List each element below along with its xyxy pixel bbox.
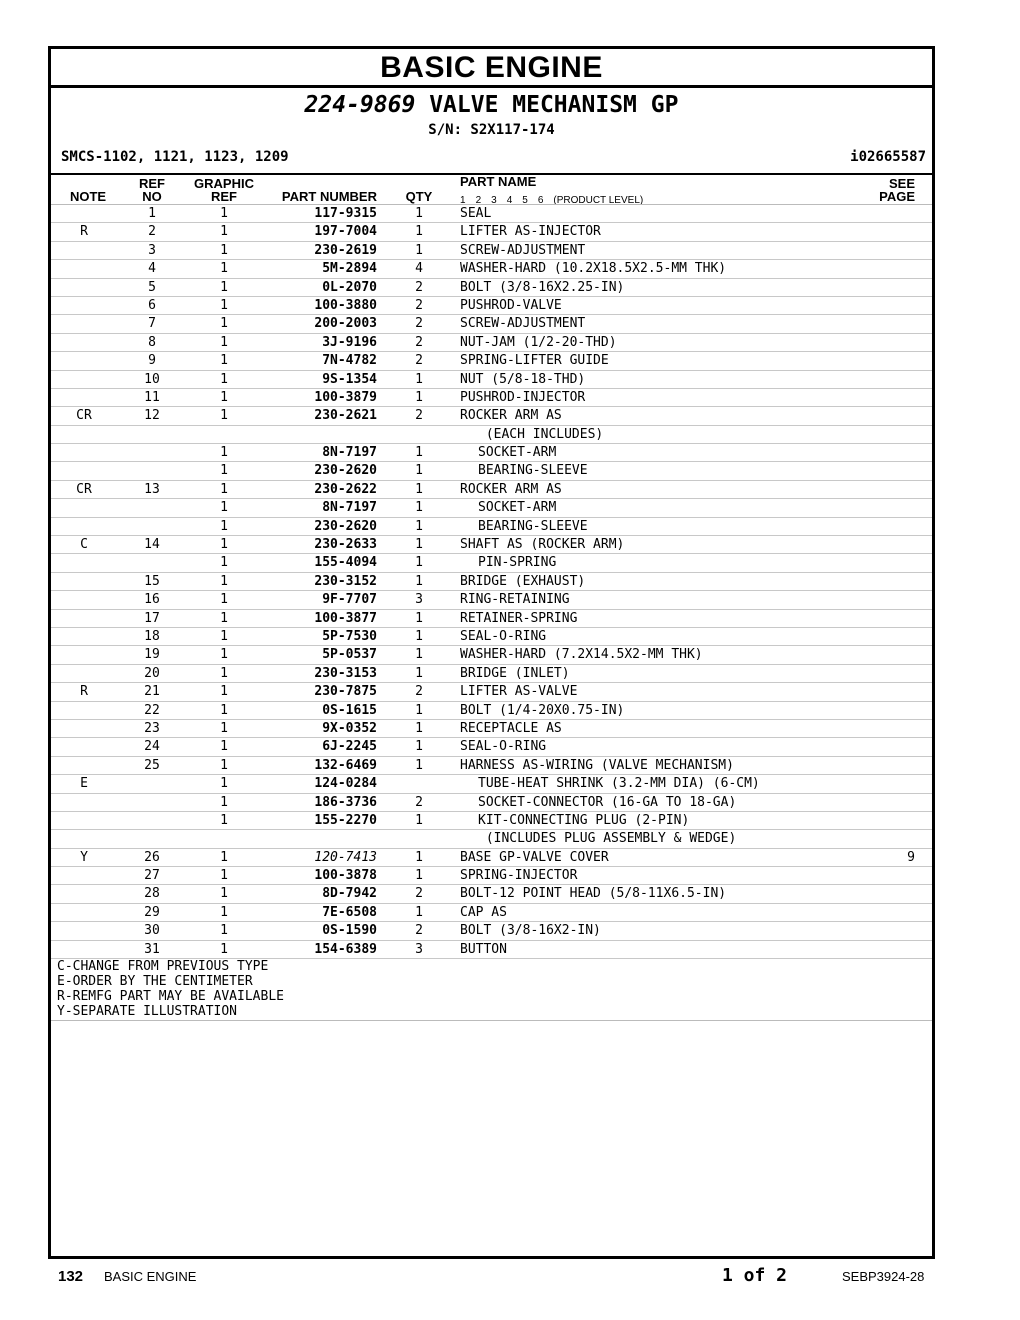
table-row xyxy=(51,794,932,812)
graphic-ref-cell: 1 xyxy=(220,794,228,810)
graphic-ref-cell: 1 xyxy=(220,353,228,369)
part-name-cell: SPRING-INJECTOR xyxy=(460,868,578,884)
graphic-ref-cell: 1 xyxy=(220,757,228,773)
part-name-cell: NUT-JAM (1/2-20-THD) xyxy=(460,334,617,350)
part-name-cell: BOLT (1/4-20X0.75-IN) xyxy=(460,702,625,718)
part-number-cell: 100-3877 xyxy=(314,610,377,626)
qty-cell: 1 xyxy=(415,757,423,773)
part-number-cell: 100-3878 xyxy=(314,868,377,884)
ref-no-cell: 19 xyxy=(144,647,160,663)
group-number: 224-9869 xyxy=(304,92,416,118)
graphic-ref-cell: 1 xyxy=(220,812,228,828)
qty-cell: 3 xyxy=(415,592,423,608)
part-number-cell: 8N-7197 xyxy=(322,500,377,516)
part-number-cell: 186-3736 xyxy=(314,794,377,810)
qty-cell: 1 xyxy=(415,739,423,755)
col-see-bottom: PAGE xyxy=(879,189,915,204)
table-row xyxy=(51,481,932,499)
part-name-cell: PIN-SPRING xyxy=(478,555,557,571)
part-number-cell: 9S-1354 xyxy=(322,371,377,387)
qty-cell: 1 xyxy=(415,500,423,516)
ref-no-cell: 1 xyxy=(148,206,156,221)
graphic-ref-cell: 1 xyxy=(220,647,228,663)
table-row xyxy=(51,646,932,664)
table-row xyxy=(51,628,932,646)
graphic-ref-cell: 1 xyxy=(220,371,228,387)
graphic-ref-cell: 1 xyxy=(220,941,228,957)
qty-cell: 3 xyxy=(415,941,423,957)
ref-no-cell: 24 xyxy=(144,739,160,755)
ref-no-cell: 6 xyxy=(148,297,156,313)
ref-no-cell: 20 xyxy=(144,665,160,681)
part-name-cell: RING-RETAINING xyxy=(460,592,570,608)
table-row xyxy=(51,444,932,462)
table-row xyxy=(51,242,932,260)
table-row xyxy=(51,352,932,370)
table-row xyxy=(51,334,932,352)
part-name-cell: SEAL xyxy=(460,206,492,221)
footer-doc-number: SEBP3924-28 xyxy=(842,1269,925,1284)
qty-cell: 1 xyxy=(415,812,423,828)
page-frame xyxy=(48,46,935,1259)
table-row xyxy=(51,223,932,241)
ref-no-cell: 22 xyxy=(144,702,160,718)
part-name-cell: ROCKER ARM AS xyxy=(460,481,562,497)
qty-cell: 1 xyxy=(415,720,423,736)
graphic-ref-cell: 1 xyxy=(220,776,228,792)
ref-no-cell: 23 xyxy=(144,720,160,736)
part-name-cell: LIFTER AS-VALVE xyxy=(460,684,578,700)
table-row xyxy=(51,720,932,738)
note-cell: CR xyxy=(76,408,92,424)
part-name-cell: BOLT (3/8-16X2-IN) xyxy=(460,923,601,939)
ref-no-cell: 13 xyxy=(144,481,160,497)
table-row xyxy=(51,775,932,793)
table-row xyxy=(51,904,932,922)
part-name-cell: RECEPTACLE AS xyxy=(460,720,562,736)
table-row xyxy=(51,279,932,297)
part-name-cell: KIT-CONNECTING PLUG (2-PIN) xyxy=(478,812,690,828)
graphic-ref-cell: 1 xyxy=(220,279,228,295)
part-name-cell: BRIDGE (INLET) xyxy=(460,665,570,681)
note-cell: C xyxy=(80,537,88,553)
part-number-cell: 155-4094 xyxy=(314,555,377,571)
graphic-ref-cell: 1 xyxy=(220,628,228,644)
title-bar xyxy=(51,49,932,88)
col-graphic-bottom: REF xyxy=(211,189,237,204)
part-number-cell: 230-2620 xyxy=(314,518,377,534)
table-row xyxy=(51,536,932,554)
part-number-cell: 230-2622 xyxy=(314,481,377,497)
part-name-cell: TUBE-HEAT SHRINK (3.2-MM DIA) (6-CM) xyxy=(478,776,760,792)
note-cell: E xyxy=(80,776,88,792)
part-number-cell: 230-2619 xyxy=(314,242,377,258)
qty-cell: 1 xyxy=(415,573,423,589)
ref-no-cell: 31 xyxy=(144,941,160,957)
parts-table xyxy=(51,205,932,959)
level-1: 1 xyxy=(460,195,466,206)
qty-cell: 1 xyxy=(415,628,423,644)
footer-page-number: 132 xyxy=(58,1268,84,1285)
table-row xyxy=(51,812,932,830)
qty-cell: 2 xyxy=(415,684,423,700)
part-name-cell: SOCKET-ARM xyxy=(478,445,557,461)
table-row xyxy=(51,941,932,959)
col-graphic-top: GRAPHIC xyxy=(194,176,254,191)
part-number-cell: 0S-1615 xyxy=(322,702,377,718)
qty-cell: 2 xyxy=(415,408,423,424)
ref-no-cell: 18 xyxy=(144,628,160,644)
ref-no-cell: 28 xyxy=(144,886,160,902)
part-number-cell: 8D-7942 xyxy=(322,886,377,902)
part-name-cell: RETAINER-SPRING xyxy=(460,610,578,626)
part-name-cell: BRIDGE (EXHAUST) xyxy=(460,573,586,589)
table-row xyxy=(51,830,932,848)
table-row xyxy=(51,518,932,536)
footer-section: BASIC ENGINE xyxy=(104,1269,197,1284)
part-name-cell: WASHER-HARD (10.2X18.5X2.5-MM THK) xyxy=(460,261,727,277)
part-name-cell: BEARING-SLEEVE xyxy=(478,518,588,534)
part-number-cell: 230-7875 xyxy=(314,684,377,700)
graphic-ref-cell: 1 xyxy=(220,389,228,405)
part-name-cell: (EACH INCLUDES) xyxy=(478,426,604,442)
ref-no-cell: 9 xyxy=(148,353,156,369)
table-row xyxy=(51,591,932,609)
part-number-cell: 100-3880 xyxy=(314,297,377,313)
ref-no-cell: 14 xyxy=(144,537,160,553)
part-name-cell: SPRING-LIFTER GUIDE xyxy=(460,353,609,369)
qty-cell: 2 xyxy=(415,316,423,332)
qty-cell: 1 xyxy=(415,537,423,553)
graphic-ref-cell: 1 xyxy=(220,481,228,497)
col-qty: QTY xyxy=(405,189,433,204)
table-row xyxy=(51,683,932,701)
qty-cell: 1 xyxy=(415,665,423,681)
part-number-cell: 5P-0537 xyxy=(322,647,377,663)
group-name: VALVE MECHANISM GP xyxy=(429,92,679,118)
table-row xyxy=(51,205,932,223)
qty-cell: 1 xyxy=(415,610,423,626)
table-row xyxy=(51,922,932,940)
smcs-codes: SMCS-1102, 1121, 1123, 1209 xyxy=(61,149,289,165)
graphic-ref-cell: 1 xyxy=(220,537,228,553)
part-name-cell: LIFTER AS-INJECTOR xyxy=(460,224,601,240)
graphic-ref-cell: 1 xyxy=(220,868,228,884)
col-part-number: PART NUMBER xyxy=(281,189,377,204)
table-row xyxy=(51,702,932,720)
part-name-cell: SEAL-O-RING xyxy=(460,739,547,755)
part-number-cell: 230-2621 xyxy=(314,408,377,424)
ref-no-cell: 10 xyxy=(144,371,160,387)
graphic-ref-cell: 1 xyxy=(220,720,228,736)
note-cell: Y xyxy=(80,849,88,865)
ref-no-cell: 16 xyxy=(144,592,160,608)
part-name-cell: BUTTON xyxy=(460,941,507,957)
graphic-ref-cell: 1 xyxy=(220,408,228,424)
illustration-id: i02665587 xyxy=(850,149,926,165)
part-number-cell: 5M-2894 xyxy=(322,261,377,277)
table-row xyxy=(51,885,932,903)
table-row xyxy=(51,573,932,591)
note-c: C-CHANGE FROM PREVIOUS TYPE xyxy=(57,959,269,974)
graphic-ref-cell: 1 xyxy=(220,206,228,221)
graphic-ref-cell: 1 xyxy=(220,702,228,718)
qty-cell: 1 xyxy=(415,647,423,663)
qty-cell: 1 xyxy=(415,206,423,221)
qty-cell: 2 xyxy=(415,334,423,350)
graphic-ref-cell: 1 xyxy=(220,242,228,258)
table-row xyxy=(51,665,932,683)
part-number-cell: 155-2270 xyxy=(314,812,377,828)
qty-cell: 2 xyxy=(415,923,423,939)
part-name-cell: SEAL-O-RING xyxy=(460,628,547,644)
ref-no-cell: 11 xyxy=(144,389,160,405)
ref-no-cell: 27 xyxy=(144,868,160,884)
qty-cell: 1 xyxy=(415,445,423,461)
part-number-cell: 132-6469 xyxy=(314,757,377,773)
note-cell: R xyxy=(80,684,88,700)
graphic-ref-cell: 1 xyxy=(220,261,228,277)
part-number-cell: 124-0284 xyxy=(314,776,377,792)
note-e: E-ORDER BY THE CENTIMETER xyxy=(57,974,253,989)
col-part-name: PART NAME xyxy=(460,174,537,189)
level-6: 6 xyxy=(537,195,544,206)
graphic-ref-cell: 1 xyxy=(220,224,228,240)
note-y: Y-SEPARATE ILLUSTRATION xyxy=(57,1004,238,1019)
col-note: NOTE xyxy=(69,189,107,204)
qty-cell: 1 xyxy=(415,463,423,479)
note-cell: CR xyxy=(76,481,92,497)
table-row xyxy=(51,315,932,333)
part-number-cell: 230-2620 xyxy=(314,463,377,479)
table-row xyxy=(51,499,932,517)
part-name-cell: BOLT (3/8-16X2.25-IN) xyxy=(460,279,625,295)
part-name-cell: HARNESS AS-WIRING (VALVE MECHANISM) xyxy=(460,757,734,773)
graphic-ref-cell: 1 xyxy=(220,886,228,902)
table-row xyxy=(51,462,932,480)
table-row xyxy=(51,867,932,885)
part-name-cell: PUSHROD-INJECTOR xyxy=(460,389,586,405)
part-number-cell: 230-3153 xyxy=(314,665,377,681)
ref-no-cell: 3 xyxy=(148,242,156,258)
part-name-cell: BASE GP-VALVE COVER xyxy=(460,849,609,865)
ref-no-cell: 8 xyxy=(148,334,156,350)
notes-legend xyxy=(57,959,284,1019)
graphic-ref-cell: 1 xyxy=(220,500,228,516)
table-row xyxy=(51,849,932,867)
part-number-cell: 3J-9196 xyxy=(322,334,377,350)
qty-cell: 1 xyxy=(415,904,423,920)
note-cell: R xyxy=(80,224,88,240)
qty-cell: 1 xyxy=(415,518,423,534)
part-name-cell: PUSHROD-VALVE xyxy=(460,297,562,313)
footer-page-of: 1 of 2 xyxy=(722,1265,788,1286)
ref-no-cell: 17 xyxy=(144,610,160,626)
part-number-cell: 0S-1590 xyxy=(322,923,377,939)
part-name-cell: SCREW-ADJUSTMENT xyxy=(460,242,586,258)
ref-no-cell: 26 xyxy=(144,849,160,865)
part-number-cell: 9X-0352 xyxy=(322,720,377,736)
part-number-cell: 5P-7530 xyxy=(322,628,377,644)
level-5: 5 xyxy=(522,195,528,206)
graphic-ref-cell: 1 xyxy=(220,297,228,313)
level-2: 2 xyxy=(475,195,482,206)
qty-cell: 1 xyxy=(415,371,423,387)
ref-no-cell: 21 xyxy=(144,684,160,700)
qty-cell: 2 xyxy=(415,353,423,369)
part-name-cell: SHAFT AS (ROCKER ARM) xyxy=(460,537,625,553)
part-number-cell: 7E-6508 xyxy=(322,904,377,920)
part-number-cell: 8N-7197 xyxy=(322,445,377,461)
graphic-ref-cell: 1 xyxy=(220,849,228,865)
part-number-cell: 230-3152 xyxy=(314,573,377,589)
part-name-cell: ROCKER ARM AS xyxy=(460,408,562,424)
part-number-cell: 117-9315 xyxy=(314,206,377,221)
qty-cell: 2 xyxy=(415,886,423,902)
part-number-cell: 154-6389 xyxy=(314,941,377,957)
part-number-cell: 6J-2245 xyxy=(322,739,377,755)
note-r: R-REMFG PART MAY BE AVAILABLE xyxy=(57,989,284,1004)
qty-cell: 1 xyxy=(415,849,423,865)
product-level-label: (PRODUCT LEVEL) xyxy=(553,195,644,206)
table-row xyxy=(51,757,932,775)
ref-no-cell: 2 xyxy=(148,224,156,240)
part-number-cell: 197-7004 xyxy=(314,224,377,240)
notes-rule xyxy=(51,1020,932,1021)
table-row xyxy=(51,426,932,444)
part-name-cell: WASHER-HARD (7.2X14.5X2-MM THK) xyxy=(460,647,703,663)
graphic-ref-cell: 1 xyxy=(220,463,228,479)
part-number-cell: 9F-7707 xyxy=(322,592,377,608)
see-page-cell: 9 xyxy=(907,849,915,865)
table-row xyxy=(51,389,932,407)
graphic-ref-cell: 1 xyxy=(220,592,228,608)
ref-no-cell: 30 xyxy=(144,923,160,939)
part-number-cell: 230-2633 xyxy=(314,537,377,553)
qty-cell: 4 xyxy=(415,261,423,277)
page-title: BASIC ENGINE xyxy=(380,51,603,84)
col-see-top: SEE xyxy=(888,176,915,191)
ref-no-cell: 7 xyxy=(148,316,156,332)
part-name-cell: SCREW-ADJUSTMENT xyxy=(460,316,586,332)
table-row xyxy=(51,610,932,628)
level-4: 4 xyxy=(506,195,513,206)
graphic-ref-cell: 1 xyxy=(220,334,228,350)
part-number-cell: 0L-2070 xyxy=(322,279,377,295)
col-ref-top: REF xyxy=(139,176,165,191)
col-ref-bottom: NO xyxy=(142,189,162,204)
graphic-ref-cell: 1 xyxy=(220,445,228,461)
qty-cell: 1 xyxy=(415,868,423,884)
part-number-cell: 120-7413 xyxy=(314,849,377,865)
graphic-ref-cell: 1 xyxy=(220,665,228,681)
part-name-cell: SOCKET-CONNECTOR (16-GA TO 18-GA) xyxy=(478,794,737,810)
ref-no-cell: 5 xyxy=(148,279,156,295)
table-row xyxy=(51,260,932,278)
qty-cell: 2 xyxy=(415,794,423,810)
part-name-cell: BOLT-12 POINT HEAD (5/8-11X6.5-IN) xyxy=(460,886,727,902)
qty-cell: 1 xyxy=(415,224,423,240)
qty-cell: 1 xyxy=(415,389,423,405)
table-row xyxy=(51,554,932,572)
part-name-cell: (INCLUDES PLUG ASSEMBLY & WEDGE) xyxy=(478,831,737,847)
table-row xyxy=(51,738,932,756)
graphic-ref-cell: 1 xyxy=(220,923,228,939)
ref-no-cell: 25 xyxy=(144,757,160,773)
part-number-cell: 200-2003 xyxy=(314,316,377,332)
table-row xyxy=(51,297,932,315)
ref-no-cell: 4 xyxy=(148,261,156,277)
qty-cell: 1 xyxy=(415,702,423,718)
graphic-ref-cell: 1 xyxy=(220,610,228,626)
part-name-cell: SOCKET-ARM xyxy=(478,500,557,516)
graphic-ref-cell: 1 xyxy=(220,555,228,571)
ref-no-cell: 29 xyxy=(144,904,160,920)
part-number-cell: 100-3879 xyxy=(314,389,377,405)
qty-cell: 2 xyxy=(415,279,423,295)
group-title xyxy=(51,92,932,118)
part-name-cell: BEARING-SLEEVE xyxy=(478,463,588,479)
graphic-ref-cell: 1 xyxy=(220,684,228,700)
ref-no-cell: 15 xyxy=(144,573,160,589)
part-name-cell: CAP AS xyxy=(460,904,507,920)
graphic-ref-cell: 1 xyxy=(220,573,228,589)
graphic-ref-cell: 1 xyxy=(220,316,228,332)
graphic-ref-cell: 1 xyxy=(220,904,228,920)
qty-cell: 1 xyxy=(415,481,423,497)
table-row xyxy=(51,407,932,425)
ref-no-cell: 12 xyxy=(144,408,160,424)
qty-cell: 2 xyxy=(415,297,423,313)
qty-cell: 1 xyxy=(415,555,423,571)
serial-number: S/N: S2X117-174 xyxy=(428,122,555,138)
table-row xyxy=(51,371,932,389)
qty-cell: 1 xyxy=(415,242,423,258)
part-name-cell: NUT (5/8-18-THD) xyxy=(460,371,586,387)
level-3: 3 xyxy=(491,195,497,206)
graphic-ref-cell: 1 xyxy=(220,518,228,534)
part-number-cell: 7N-4782 xyxy=(322,353,377,369)
graphic-ref-cell: 1 xyxy=(220,739,228,755)
